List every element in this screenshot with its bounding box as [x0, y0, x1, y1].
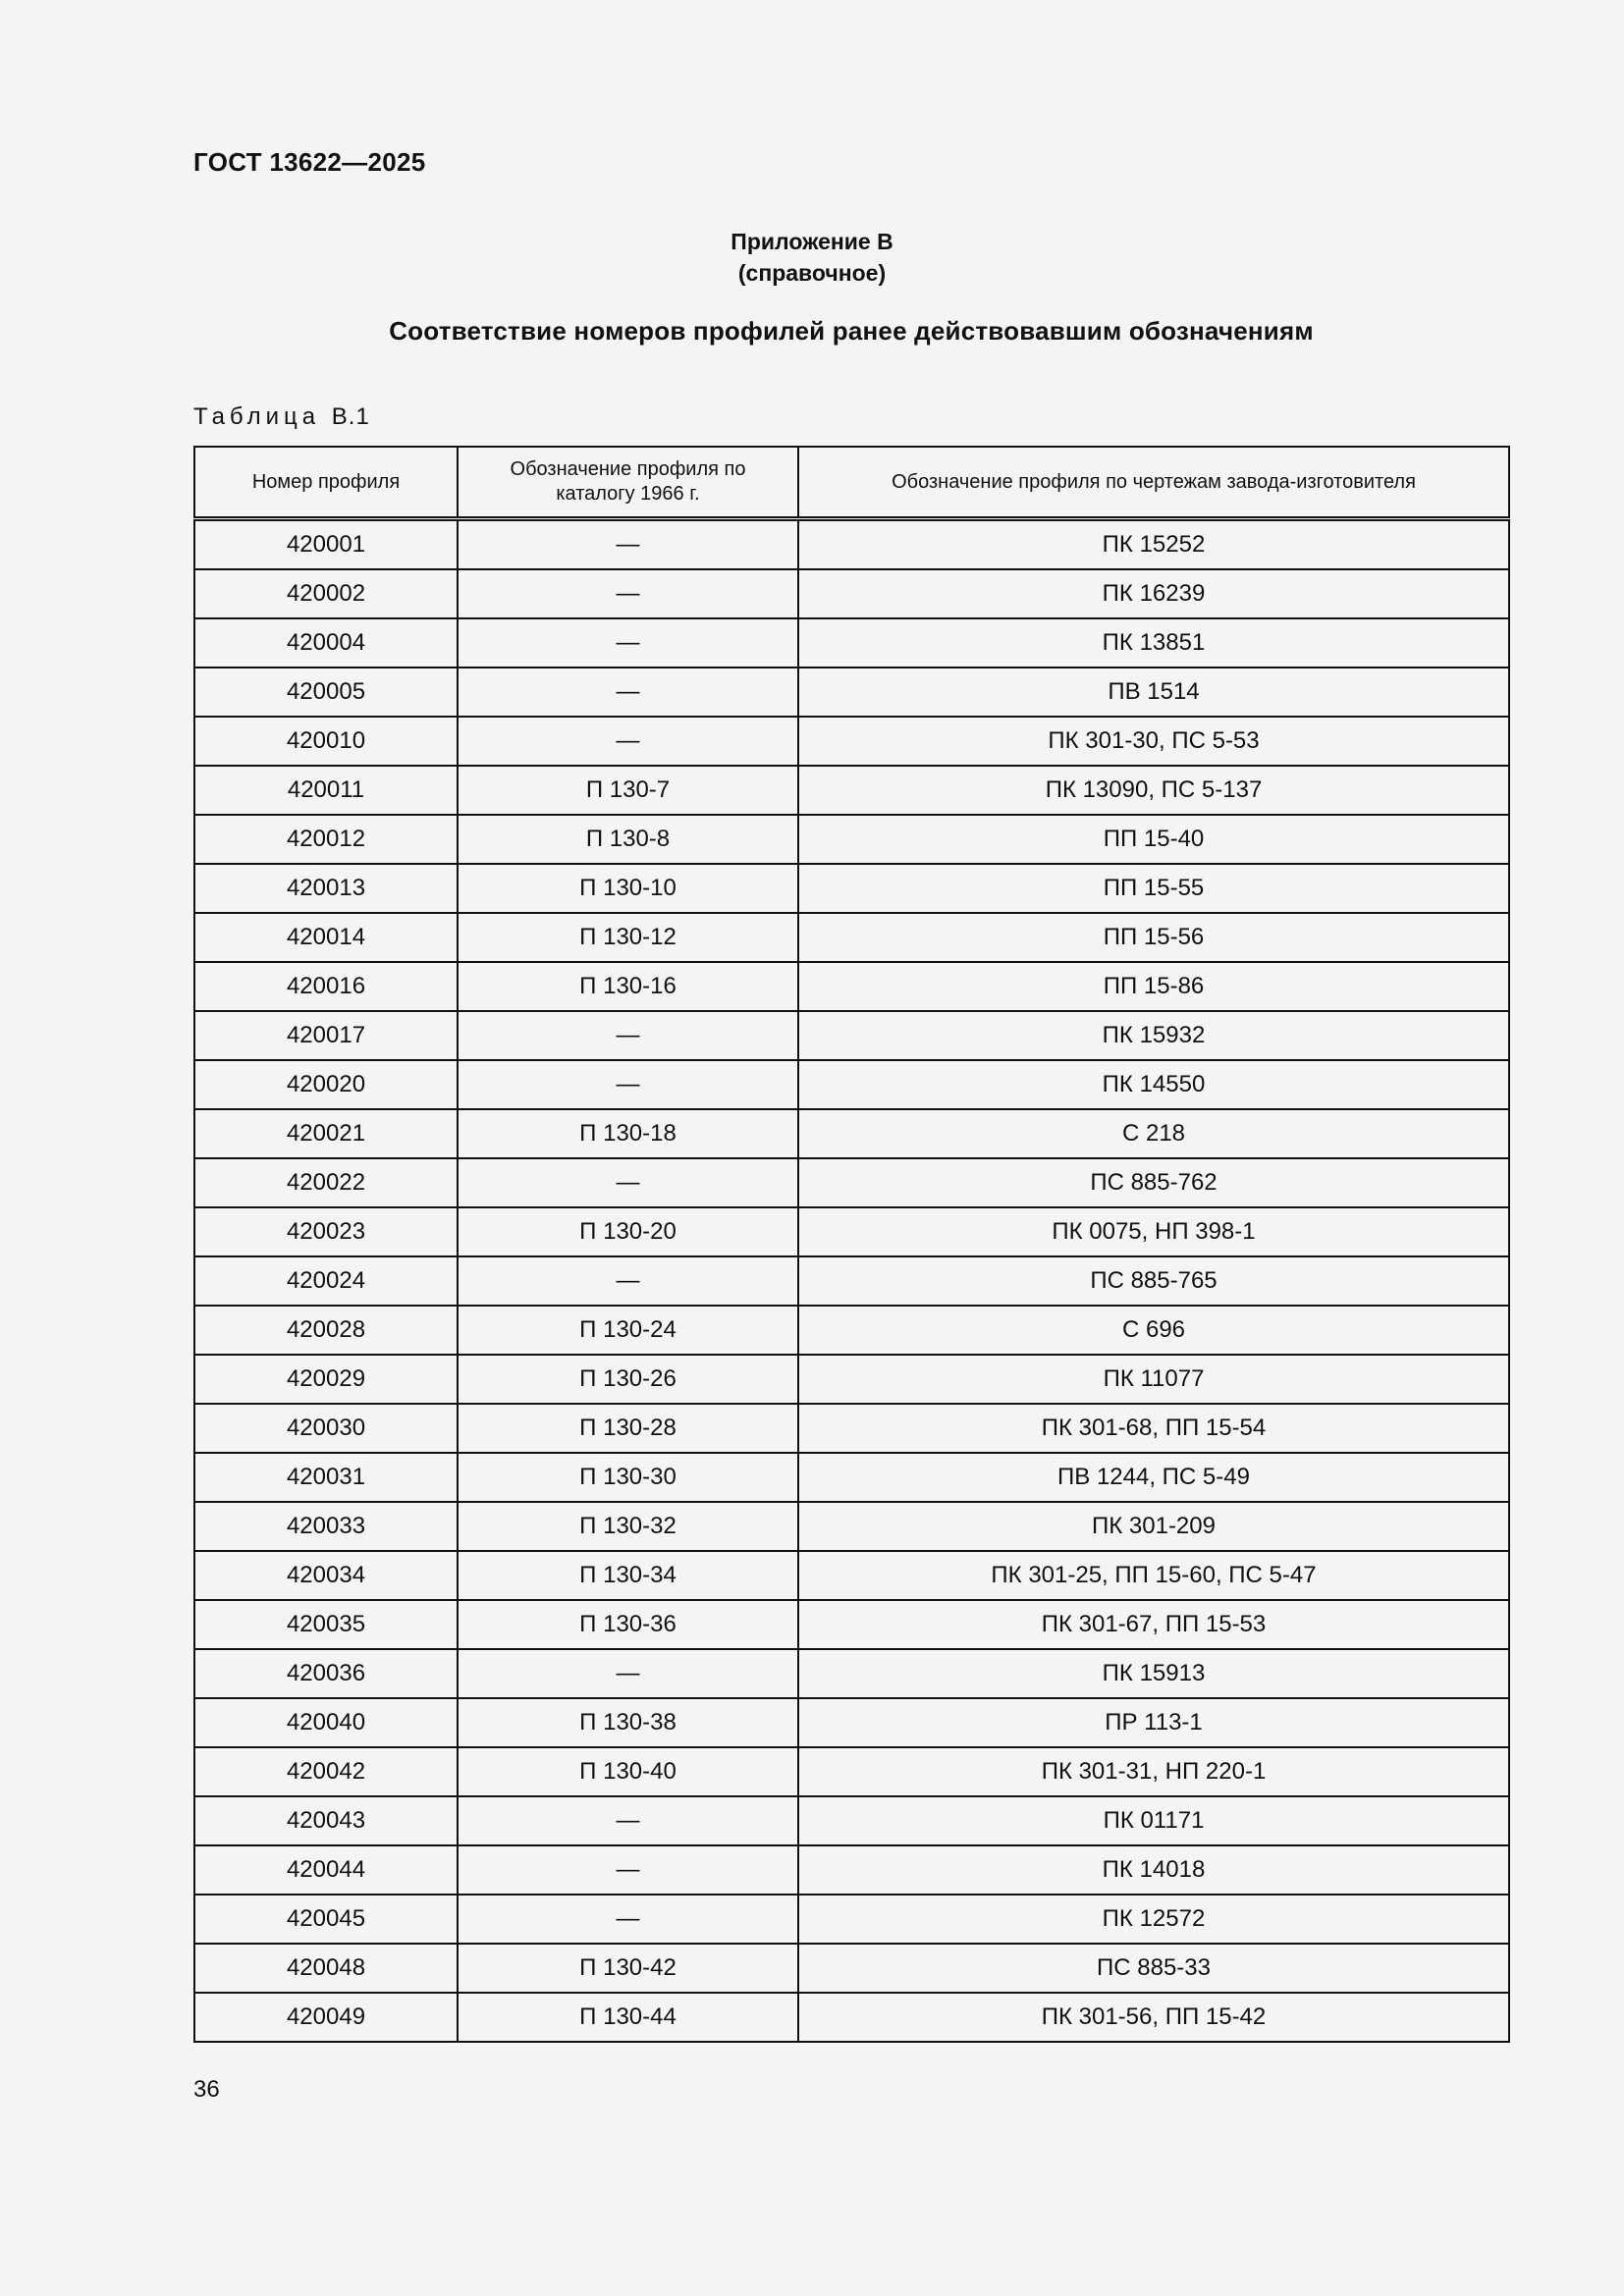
- table-row: [194, 618, 1509, 667]
- catalog-1966-cell: П 130-36: [458, 1600, 798, 1649]
- table-row: [194, 717, 1509, 766]
- table-body: [194, 519, 1509, 2043]
- table-row: [194, 864, 1509, 913]
- profile-number-cell: 420029: [194, 1355, 458, 1404]
- manufacturer-drawing-cell: ПП 15-86: [798, 962, 1509, 1011]
- table-row: [194, 815, 1509, 864]
- table-row: [194, 1158, 1509, 1207]
- catalog-1966-cell: —: [458, 1845, 798, 1895]
- catalog-1966-cell: —: [458, 618, 798, 667]
- table-row: [194, 1895, 1509, 1944]
- catalog-1966-cell: П 130-24: [458, 1306, 798, 1355]
- catalog-1966-cell: П 130-8: [458, 815, 798, 864]
- table-row: [194, 569, 1509, 618]
- profile-number-cell: 420012: [194, 815, 458, 864]
- table-row: [194, 1551, 1509, 1600]
- manufacturer-drawing-cell: ПК 13851: [798, 618, 1509, 667]
- catalog-1966-cell: П 130-28: [458, 1404, 798, 1453]
- catalog-1966-cell: П 130-32: [458, 1502, 798, 1551]
- table-row: [194, 1944, 1509, 1993]
- manufacturer-drawing-cell: ПП 15-55: [798, 864, 1509, 913]
- profiles-table: [193, 446, 1510, 2043]
- column-header-manufacturer-drawing: Обозначение профиля по чертежам завода-изготовителя: [798, 447, 1509, 519]
- table-caption-label: Таблица: [193, 403, 321, 430]
- catalog-1966-cell: П 130-38: [458, 1698, 798, 1747]
- manufacturer-drawing-cell: ПК 14550: [798, 1060, 1509, 1109]
- catalog-1966-cell: П 130-44: [458, 1993, 798, 2042]
- profile-number-cell: 420034: [194, 1551, 458, 1600]
- catalog-1966-cell: —: [458, 1649, 798, 1698]
- table-row: [194, 519, 1509, 570]
- catalog-1966-cell: П 130-12: [458, 913, 798, 962]
- table-row: [194, 1993, 1509, 2042]
- manufacturer-drawing-cell: ПК 15932: [798, 1011, 1509, 1060]
- catalog-1966-cell: П 130-20: [458, 1207, 798, 1256]
- catalog-1966-cell: —: [458, 1895, 798, 1944]
- catalog-1966-cell: —: [458, 569, 798, 618]
- catalog-1966-cell: —: [458, 1060, 798, 1109]
- profile-number-cell: 420001: [194, 519, 458, 570]
- table-row: [194, 667, 1509, 717]
- manufacturer-drawing-cell: ПК 01171: [798, 1796, 1509, 1845]
- manufacturer-drawing-cell: ПК 301-30, ПС 5-53: [798, 717, 1509, 766]
- appendix-subtitle: (справочное): [737, 260, 887, 286]
- profile-number-cell: 420020: [194, 1060, 458, 1109]
- table-row: [194, 1453, 1509, 1502]
- table-row: [194, 1649, 1509, 1698]
- manufacturer-drawing-cell: ПК 14018: [798, 1845, 1509, 1895]
- document-code: ГОСТ 13622—2025: [193, 147, 426, 177]
- manufacturer-drawing-cell: С 218: [798, 1109, 1509, 1158]
- profile-number-cell: 420044: [194, 1845, 458, 1895]
- profile-number-cell: 420017: [194, 1011, 458, 1060]
- manufacturer-drawing-cell: ПВ 1244, ПС 5-49: [798, 1453, 1509, 1502]
- appendix-title-block: [0, 226, 1624, 289]
- manufacturer-drawing-cell: ПС 885-33: [798, 1944, 1509, 1993]
- manufacturer-drawing-cell: ПК 13090, ПС 5-137: [798, 766, 1509, 815]
- table-row: [194, 1502, 1509, 1551]
- table-row: [194, 1747, 1509, 1796]
- profile-number-cell: 420036: [194, 1649, 458, 1698]
- profile-number-cell: 420028: [194, 1306, 458, 1355]
- manufacturer-drawing-cell: ПП 15-56: [798, 913, 1509, 962]
- table-caption-number: В.1: [331, 403, 370, 430]
- catalog-1966-cell: —: [458, 667, 798, 717]
- appendix-heading: Соответствие номеров профилей ранее действовавшим обозначениям: [389, 316, 1314, 346]
- table-row: [194, 1060, 1509, 1109]
- table-row: [194, 1207, 1509, 1256]
- profile-number-cell: 420023: [194, 1207, 458, 1256]
- column-header-profile-number: Номер профиля: [194, 447, 458, 519]
- catalog-1966-cell: П 130-18: [458, 1109, 798, 1158]
- profile-number-cell: 420031: [194, 1453, 458, 1502]
- profile-number-cell: 420021: [194, 1109, 458, 1158]
- profile-number-cell: 420014: [194, 913, 458, 962]
- manufacturer-drawing-cell: ПК 301-56, ПП 15-42: [798, 1993, 1509, 2042]
- catalog-1966-cell: П 130-42: [458, 1944, 798, 1993]
- catalog-1966-cell: П 130-10: [458, 864, 798, 913]
- manufacturer-drawing-cell: ПК 15913: [798, 1649, 1509, 1698]
- table-row: [194, 1306, 1509, 1355]
- catalog-1966-cell: П 130-16: [458, 962, 798, 1011]
- manufacturer-drawing-cell: ПК 15252: [798, 519, 1509, 570]
- table-row: [194, 1845, 1509, 1895]
- profile-number-cell: 420002: [194, 569, 458, 618]
- page-number: 36: [193, 2076, 220, 2103]
- table-row: [194, 1109, 1509, 1158]
- manufacturer-drawing-cell: ПС 885-762: [798, 1158, 1509, 1207]
- manufacturer-drawing-cell: ПС 885-765: [798, 1256, 1509, 1306]
- profile-number-cell: 420024: [194, 1256, 458, 1306]
- manufacturer-drawing-cell: ПП 15-40: [798, 815, 1509, 864]
- manufacturer-drawing-cell: ПК 301-31, НП 220-1: [798, 1747, 1509, 1796]
- manufacturer-drawing-cell: ПВ 1514: [798, 667, 1509, 717]
- profile-number-cell: 420004: [194, 618, 458, 667]
- table-row: [194, 1355, 1509, 1404]
- catalog-1966-cell: П 130-34: [458, 1551, 798, 1600]
- catalog-1966-cell: П 130-40: [458, 1747, 798, 1796]
- profile-number-cell: 420013: [194, 864, 458, 913]
- catalog-1966-cell: П 130-7: [458, 766, 798, 815]
- manufacturer-drawing-cell: ПК 11077: [798, 1355, 1509, 1404]
- profile-number-cell: 420022: [194, 1158, 458, 1207]
- appendix-title: Приложение В: [731, 229, 893, 254]
- profile-number-cell: 420030: [194, 1404, 458, 1453]
- table-caption: [193, 403, 370, 431]
- table-row: [194, 1011, 1509, 1060]
- table-header-row: [194, 447, 1509, 519]
- profile-number-cell: 420045: [194, 1895, 458, 1944]
- profile-number-cell: 420035: [194, 1600, 458, 1649]
- profile-number-cell: 420033: [194, 1502, 458, 1551]
- manufacturer-drawing-cell: ПР 113-1: [798, 1698, 1509, 1747]
- manufacturer-drawing-cell: ПК 301-25, ПП 15-60, ПС 5-47: [798, 1551, 1509, 1600]
- catalog-1966-cell: —: [458, 1796, 798, 1845]
- profile-number-cell: 420011: [194, 766, 458, 815]
- table-row: [194, 1600, 1509, 1649]
- manufacturer-drawing-cell: С 696: [798, 1306, 1509, 1355]
- manufacturer-drawing-cell: ПК 16239: [798, 569, 1509, 618]
- table-row: [194, 1796, 1509, 1845]
- table-row: [194, 1256, 1509, 1306]
- profile-number-cell: 420016: [194, 962, 458, 1011]
- profile-number-cell: 420005: [194, 667, 458, 717]
- profile-number-cell: 420042: [194, 1747, 458, 1796]
- catalog-1966-cell: —: [458, 1158, 798, 1207]
- profile-number-cell: 420040: [194, 1698, 458, 1747]
- profile-number-cell: 420048: [194, 1944, 458, 1993]
- catalog-1966-cell: П 130-30: [458, 1453, 798, 1502]
- profile-number-cell: 420010: [194, 717, 458, 766]
- column-header-catalog-1966: Обозначение профиля по каталогу 1966 г.: [458, 447, 798, 519]
- catalog-1966-cell: —: [458, 717, 798, 766]
- manufacturer-drawing-cell: ПК 0075, НП 398-1: [798, 1207, 1509, 1256]
- catalog-1966-cell: П 130-26: [458, 1355, 798, 1404]
- table-row: [194, 766, 1509, 815]
- catalog-1966-cell: —: [458, 1256, 798, 1306]
- profile-number-cell: 420049: [194, 1993, 458, 2042]
- manufacturer-drawing-cell: ПК 301-209: [798, 1502, 1509, 1551]
- manufacturer-drawing-cell: ПК 12572: [798, 1895, 1509, 1944]
- manufacturer-drawing-cell: ПК 301-67, ПП 15-53: [798, 1600, 1509, 1649]
- catalog-1966-cell: —: [458, 1011, 798, 1060]
- manufacturer-drawing-cell: ПК 301-68, ПП 15-54: [798, 1404, 1509, 1453]
- table-row: [194, 913, 1509, 962]
- profile-number-cell: 420043: [194, 1796, 458, 1845]
- table-row: [194, 962, 1509, 1011]
- catalog-1966-cell: —: [458, 519, 798, 570]
- table-row: [194, 1698, 1509, 1747]
- table-row: [194, 1404, 1509, 1453]
